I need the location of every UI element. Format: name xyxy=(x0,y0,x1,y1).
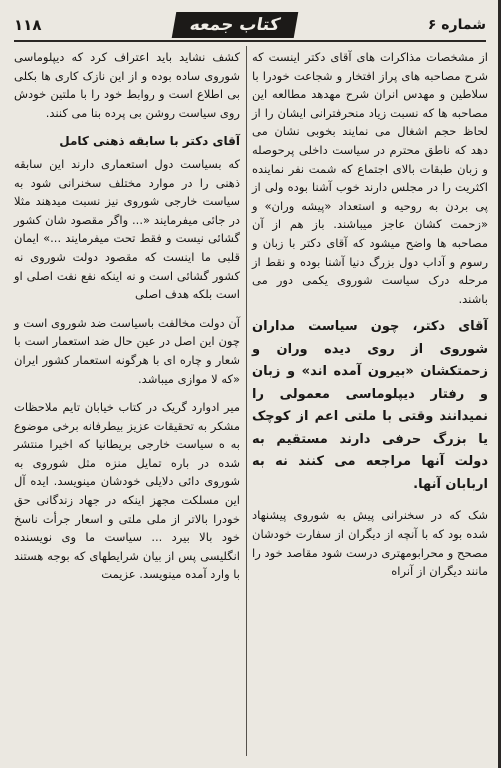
right-paragraph-1: از مشخصات مذاکرات های آقای دکتر اینست که شرح مصاحبه های پراز افتخار و شجاعت خودرا با سلاطین و مهدس انران شرح مهدهد مطالعه این مصاحبه ها که نسبت زیاد منحرفترانی ایشان را از لحاظ حجم اشغال می نمایند بخوبی نشان می دهد که ناطق محترم در سیاست داخلی پرحوصله و زبان طبقات بالای اجتماع که شمت نفر نماینده اکثریت را در مجلس دارند خوب آشنا بوده ولی از پی بردن به روحیه و استعداد «پیشه وران» و «زحمت کشان عاجز میباشند. باز هم از آن مصاحبه ها واضح میشود که آقای دکتر با زبان و رسوم و آداب دول بزرگ دنیا آشنا بوده و نقط از مرحله درک سیاست شوروی یکمی دور می باشند. xyxy=(252,50,488,306)
right-paragraph-3: شک که در سخنرانی پیش به شوروی پیشنهاد شده بود که با آنچه از دیگران از سفارت خودشان مصحح و محرابومهتری درست شود مقاصد خود را مانند دیگران از آنراه xyxy=(252,508,488,579)
issue-number: شماره ۶ xyxy=(427,17,486,33)
left-paragraph-4: میر ادوارد گریک در کتاب خیابان تایم ملاحظات مشکر به تحقیقات عزیز بیطرفانه برخی موضوع به ه سیاست خارجی بریطانیا که اخیرا منتشر شده در باره تمایل منزه مثل شوروی به شوروی دائی دلایلی خودشان مینویسد. ایده آل این مسلکت مجهز اینکه در جهاد زندگانی حق خودرا بالاتر از ملی ملتی و اسعار جرأت ناسخ خود بالا بیرد ... سیاست ما وی نویسنده انگلیسی پس از بیان شرایطهای که بوجه هستند با وارد آمده مینویسد. عزیمت xyxy=(14,400,240,582)
left-paragraph-3: آن دولت مخالفت باسیاست ضد شوروی است و چون این اصل در عین حال ضد استعمار است با شعار و چاره ای با هرگونه استعمار کشور ایران «که لا موازی میباشد. xyxy=(14,315,240,386)
left-paragraph-1: کشف نشاید باید اعتراف کرد که دیپلوماسی شوروی ساده بوده و از این نازک کاری ها بکلی بی اطلاع است و روابط خود را با ملتین خودش روی سیاست روشن بی پرده بنا می کنند. xyxy=(14,50,240,120)
left-paragraph-2: که بسیاست دول استعماری دارند این سابقه ذهنی را در موارد مختلف سخنرانی شود به سیاست خارجی شوروی نیز نسبت میدهند مثلا در جائی میفرمایند «... واگر مقصود شان کشور گشائی نیست و فقط تحت میفرمایند ...» ایمان قلبی ما اینست که مقصود دولت شوروی نه کشور گشائی است و نه اینکه نفع نفت اصلی او است بلکه هدف اصلی xyxy=(14,156,240,302)
magazine-title: کتاب جمعه xyxy=(171,12,297,38)
page-number: ۱۱۸ xyxy=(14,16,42,34)
right-column xyxy=(252,48,488,581)
left-column xyxy=(14,48,240,584)
column-divider xyxy=(246,46,247,756)
page-header xyxy=(14,12,486,38)
header-rule xyxy=(14,40,486,42)
right-emphasized-paragraph: آقای دکتر، چون سیاست مداران شوروی از روی دیده وران و زحمتکشان «بیرون آمده اند» و زبان و رفتار دیپلوماسی معمولی را نمیدانند وقتی با ملتی اعم از کوچک یا بزرگ حرفی دارند مستقیم به دولت آنها مراجعه می کنند نه به اربابان آنها. xyxy=(252,319,488,492)
left-subheading: آقای دکتر با سابقه ذهنی کامل xyxy=(59,134,240,149)
